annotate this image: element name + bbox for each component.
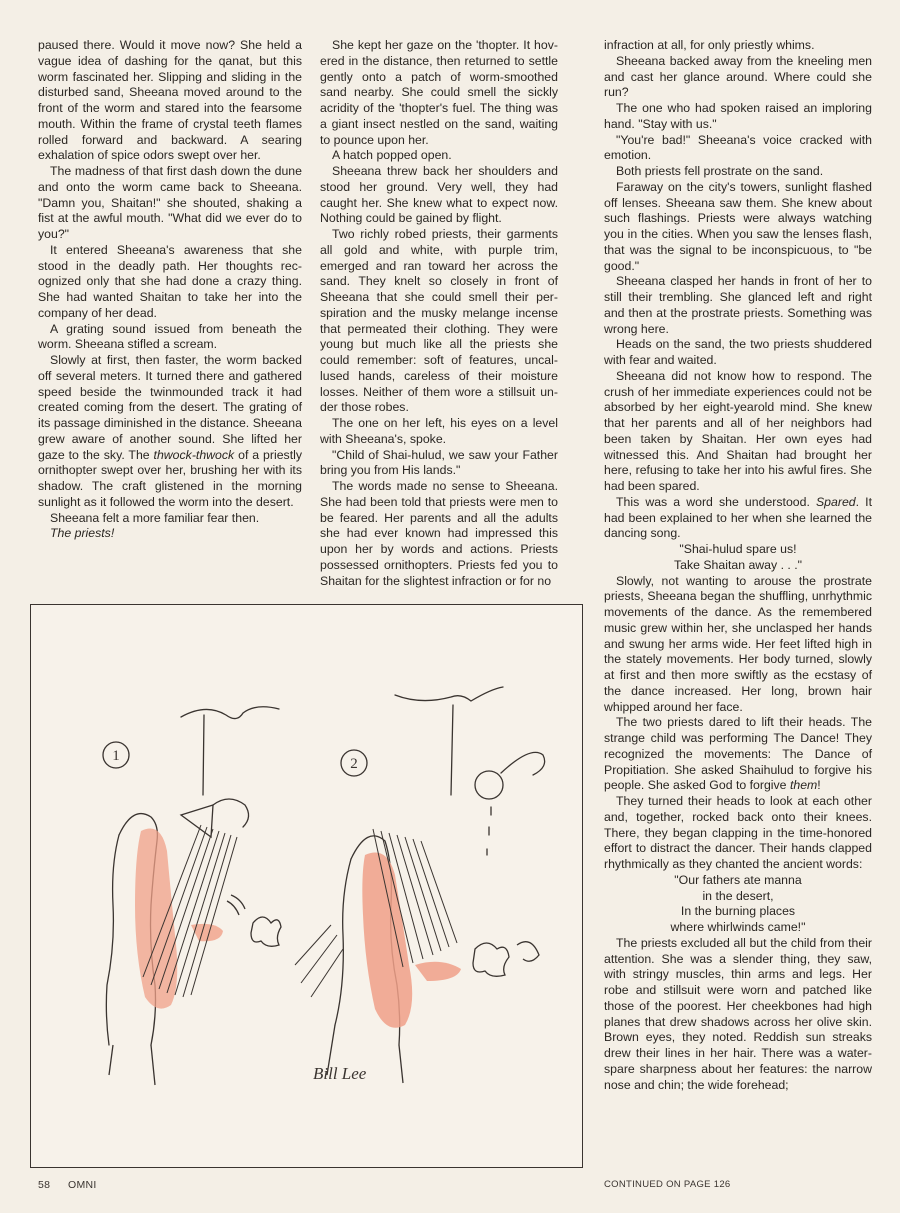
song-line: "Shai-hulud spare us! (679, 542, 797, 556)
text-run: Slowly at first, then faster, the worm backed off several meters. It turned there and gathered speed beside the twinmounded track it had created coming from the desert. The grating of its passage diminished in the distance. Sheeana grew aware of another sound. She lifted her gaze to the sky. The (38, 353, 302, 462)
pipe-vertical-2 (451, 705, 453, 795)
showerhead-face (181, 805, 213, 837)
paragraph: The priests excluded all but the child from their attention. She was a slender thing, they saw, with stringy muscles, thin arms and legs. Her robe and stillsuit were worn and patched like those of the poorest. Her cheekbones had high planes that drew shadows across her olive skin. Brown eyes, they noted. Reddish sun streaks drew their lines in her hair. There was a waterspare sharpness about her features: the narrow nose and chin; the wide forehead; (604, 935, 872, 1092)
figure-2-back (335, 859, 351, 1025)
italic-run: thwock-thwock (153, 447, 235, 462)
pipe-vertical (203, 715, 204, 795)
article-column-3 (604, 38, 872, 1093)
paragraph (38, 353, 302, 511)
paragraph: Sheeana threw back her shoulders and stood her ground. Very well, they had caught her. She knew what to expect now. Nothing could be gained by flight. (320, 164, 558, 226)
showerhead-2 (501, 752, 545, 775)
paragraph: Sheeana did not know how to respond. The crush of her immediate experiences could not be absorbed by her eight-yearold mind. She knew that her parents and all of her neighbors had been taken by Shaitan. Her own eyes had witnessed this. And Shaitan had brought her here, refusing to take her into his awful fires. She had been spared. (604, 368, 872, 493)
page-number: 58 (38, 1179, 51, 1191)
faucet-knob-2 (473, 943, 509, 976)
paragraph: It entered Sheeana's awareness that she stood in the deadly path. Her thoughts recognized only that she had done a crazy thing. She had wanted Shaitan to take her into the company of her dead. (38, 242, 302, 320)
magazine-name: OMNI (68, 1179, 97, 1191)
showerhead-2-face (475, 771, 503, 799)
paragraph: Sheeana felt a more familiar fear then. (50, 510, 260, 525)
chant-line: where whirlwinds came!" (670, 920, 806, 934)
chant-line: in the desert, (702, 888, 774, 903)
showerhead (213, 799, 249, 827)
text-run: ! (817, 778, 821, 793)
artist-signature: Bill Lee (313, 1064, 367, 1083)
figure-1-back (106, 835, 119, 1045)
panel-2-number: 2 (350, 756, 358, 772)
text-run: The two priests dared to lift their heads. The strange child was performing The Dance! They recognized the movements: The Dance of Propitiation. She asked Shaihulud to forgive his people. She asked God to forgive (604, 715, 872, 793)
faucet-knob (251, 917, 281, 946)
paragraph: She kept her gaze on the 'thopter. It hovered in the distance, then returned to settle gently onto a patch of worm-smoothed sand nearby. She could smell the sickly acridity of the 'thopter's fuel. The thing was a giant insect nestled on the sand, waiting to pounce upon her. (320, 38, 558, 147)
text-run: of a priestly ornithopter swept over her, brushing her with its shadow. The craft glistened in the morning sunlight as it followed the worm into the desert. (38, 447, 302, 509)
paragraph: paused there. Would it move now? She held a vague idea of dashing for the qanat, but this worm fascinated her. Slipping and sliding in the disturbed sand, Sheeana moved around to the front of the worm and stared into the fearsome mouth. Within the frame of crystal teeth flames rolled forward and backward. A searing exhalation of spice odors swept over her. (38, 38, 302, 163)
text-run: . It had been explained to her when she learned the dancing song. (604, 494, 872, 541)
chant-line: "Our fathers ate manna (674, 872, 802, 887)
paragraph: Sheeana clasped her hands in front of her to still their trembling. She glanced left and right and then at the prostrate priests. Something was wrong here. (604, 274, 872, 336)
chant-line: In the burning places (680, 904, 796, 919)
paragraph: infraction at all, for only priestly whims. (604, 38, 815, 52)
shower-pipe (181, 707, 279, 719)
paragraph: "You're bad!" Sheeana's voice cracked with emotion. (604, 132, 872, 163)
song-line: Take Shaitan away . . ." (673, 557, 803, 572)
italic-run: them (789, 778, 818, 793)
paragraph: The madness of that first dash down the dune and onto the worm came back to Sheeana. "Damn you, Shaitan!" she shouted, shaking a fist at the awful mouth. "What did we ever do to you?" (38, 164, 302, 241)
paragraph: The one on her left, his eyes on a level with Sheeana's, spoke. (320, 416, 558, 446)
paragraph: Heads on the sand, the two priests shuddered with fear and waited. (604, 337, 872, 367)
paragraph: Sheeana backed away from the kneeling men and cast her glance around. Where could she run? (604, 53, 872, 100)
paragraph: "Child of Shai-hulud, we saw your Father bring you from His lands." (320, 447, 558, 478)
article-column-2 (320, 38, 558, 589)
paragraph: Two richly robed priests, their garments all gold and white, with purple trim, emerged and ran toward her across the sand. They knelt so closely in front of Sheeana that she could smell their perspiration and the musky melange incense that permeated their clothing. They were young but much like all the priests she could remember: soft of features, uncallused hands, careless of their moisture losses. Neither of them wore a stillsuit under those robes. (320, 227, 558, 415)
paragraph: The words made no sense to Sheeana. She had been told that priests were men to be feared. Her parents and all the adults she had ever known had impressed this upon her by words and actions. Priests possessed ornithopters. Priests fed you to Shaitan for the slightest infraction or for no (320, 479, 558, 588)
figure-2-hand (415, 962, 461, 981)
paragraph: A grating sound issued from beneath the worm. Sheeana stifled a scream. (38, 321, 302, 352)
paragraph: Slowly, not wanting to arouse the prostrate priests, Sheeana began the shuffling, unrhythmic movements of the dance. As the remembered music grew within her, she unclasped her hands and swung her arms wide. Her feet lifted high in the stately movements. Her body turned, slowly at first and then more swiftly as the ecstasy of the dance increased. Her long, brown hair whipped around her face. (604, 573, 872, 714)
continued-line: CONTINUED ON PAGE 126 (604, 1179, 731, 1190)
panel-1-number: 1 (112, 748, 120, 764)
shower-pipe-2 (395, 687, 503, 701)
paragraph (604, 495, 872, 542)
article-column-1 (38, 38, 302, 542)
paragraph: The one who had spoken raised an imploring hand. "Stay with us." (604, 101, 872, 131)
cartoon-drawing (31, 605, 584, 1169)
figure-2-skin (362, 853, 412, 1028)
cartoon-illustration (30, 604, 583, 1168)
paragraph (604, 715, 872, 794)
paragraph: They turned their heads to look at each other and, together, rocked back onto their knees. There, they began clapping in the time-honored effort to distract the dancer. Their hands clapped rhythmically as they chanted the ancient words: (604, 794, 872, 871)
paragraph: A hatch popped open. (332, 148, 452, 163)
text-run: This was a word she understood. (616, 494, 816, 509)
italic-run: Spared (815, 494, 856, 509)
paragraph: Both priests fell prostrate on the sand. (616, 164, 824, 178)
paragraph-italic: The priests! (50, 526, 115, 541)
paragraph: Faraway on the city's towers, sunlight flashed off lenses. Sheeana saw them. She knew about such flashings. Priests were always watching you in the cities. When you saw the lenses flash, that was the signal to be inconspicuous, to "be good." (604, 179, 872, 273)
